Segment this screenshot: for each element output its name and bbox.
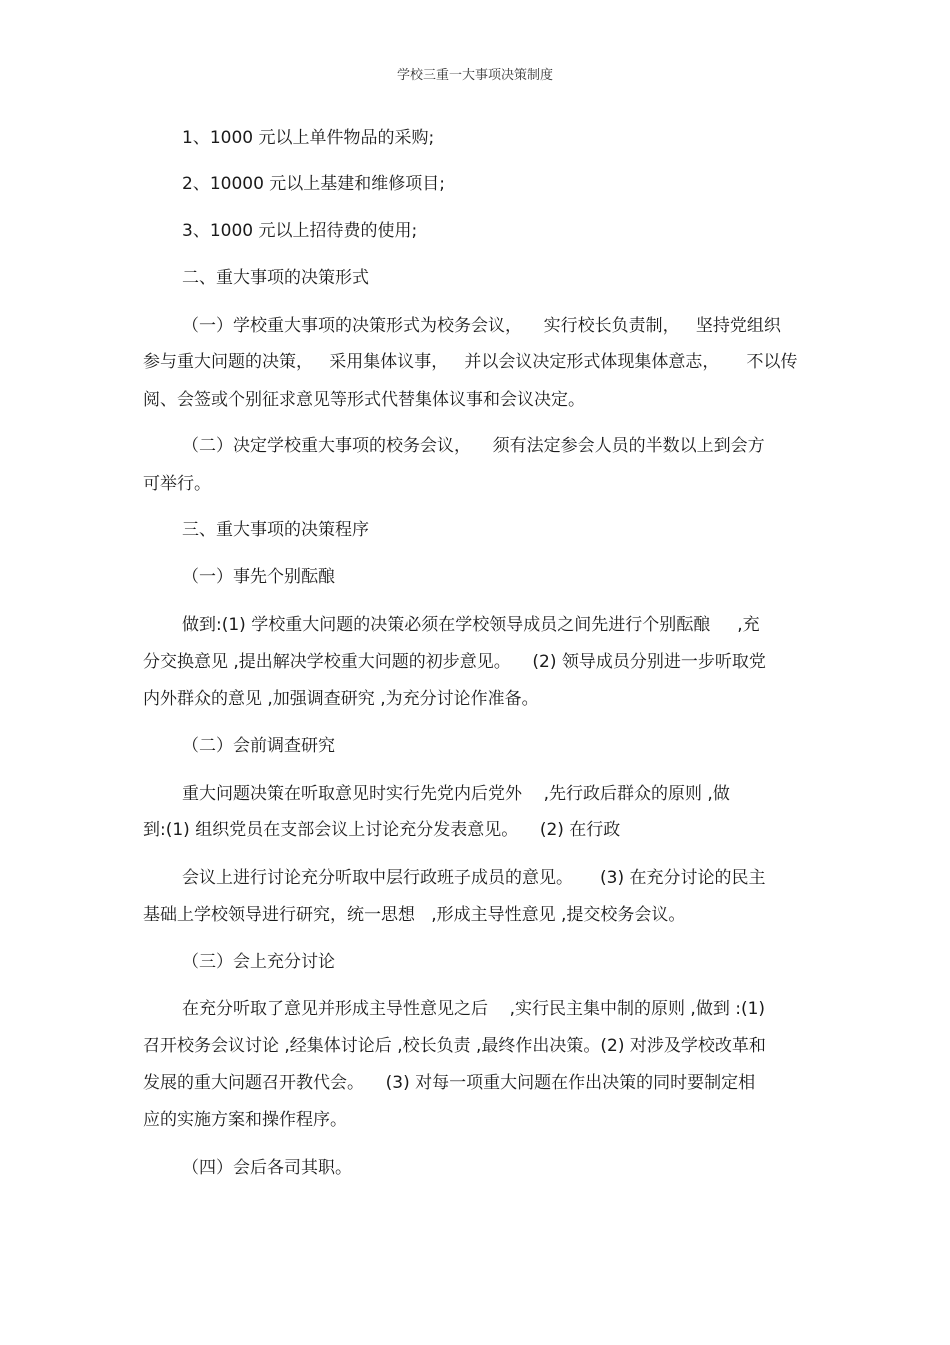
paragraph-line: 重大问题决策在听取意见时实行先党内后党外 ,先行政后群众的原则 ,做: [182, 784, 730, 804]
section-heading-2: 二、重大事项的决策形式: [182, 268, 369, 288]
paragraph-line: 内外群众的意见 ,加强调查研究 ,为充分讨论作准备。: [143, 689, 539, 709]
item-line-1: 1、1000 元以上单件物品的采购;: [182, 128, 435, 148]
paragraph-line: 做到:(1) 学校重大问题的决策必须在学校领导成员之间先进行个别酝酿 ,充: [182, 615, 760, 635]
subsection-heading: （一）事先个别酝酿: [182, 567, 335, 587]
section-heading-3: 三、重大事项的决策程序: [182, 520, 369, 540]
item-line-3: 3、1000 元以上招待费的使用;: [182, 221, 418, 241]
paragraph-line: 发展的重大问题召开教代会。 (3) 对每一项重大问题在作出决策的同时要制定相: [143, 1073, 756, 1093]
page-header: 学校三重一大事项决策制度: [396, 68, 553, 83]
paragraph-line: 会议上进行讨论充分听取中层行政班子成员的意见。 (3) 在充分讨论的民主: [182, 868, 766, 888]
subsection-heading: （二）会前调查研究: [182, 736, 335, 756]
paragraph-line: 到:(1) 组织党员在支部会议上讨论充分发表意见。 (2) 在行政: [143, 820, 621, 840]
paragraph-line: 可举行。: [143, 474, 211, 494]
subsection-heading: （三）会上充分讨论: [182, 952, 335, 972]
paragraph-line: 阅、会签或个别征求意见等形式代替集体议事和会议决定。: [143, 390, 585, 410]
paragraph-line: （一）学校重大事项的决策形式为校务会议， 实行校长负责制， 坚持党组织: [182, 316, 781, 336]
paragraph-line: 应的实施方案和操作程序。: [143, 1110, 347, 1130]
item-line-2: 2、10000 元以上基建和维修项目;: [182, 174, 446, 194]
paragraph-line: 分交换意见 ,提出解决学校重大问题的初步意见。 (2) 领导成员分别进一步听取党: [143, 652, 766, 672]
paragraph-line: 参与重大问题的决策， 采用集体议事， 并以会议决定形式体现集体意志， 不以传: [143, 352, 798, 372]
paragraph-line: （二）决定学校重大事项的校务会议， 须有法定参会人员的半数以上到会方: [182, 436, 765, 456]
paragraph-line: 在充分听取了意见并形成主导性意见之后 ,实行民主集中制的原则 ,做到 :(1): [182, 999, 766, 1019]
paragraph-line: 基础上学校领导进行研究，统一思想 ,形成主导性意见 ,提交校务会议。: [143, 905, 686, 925]
paragraph-line: 召开校务会议讨论 ,经集体讨论后 ,校长负责 ,最终作出决策。(2) 对涉及学校改革和: [143, 1036, 766, 1056]
subsection-heading: （四）会后各司其职。: [182, 1158, 352, 1178]
